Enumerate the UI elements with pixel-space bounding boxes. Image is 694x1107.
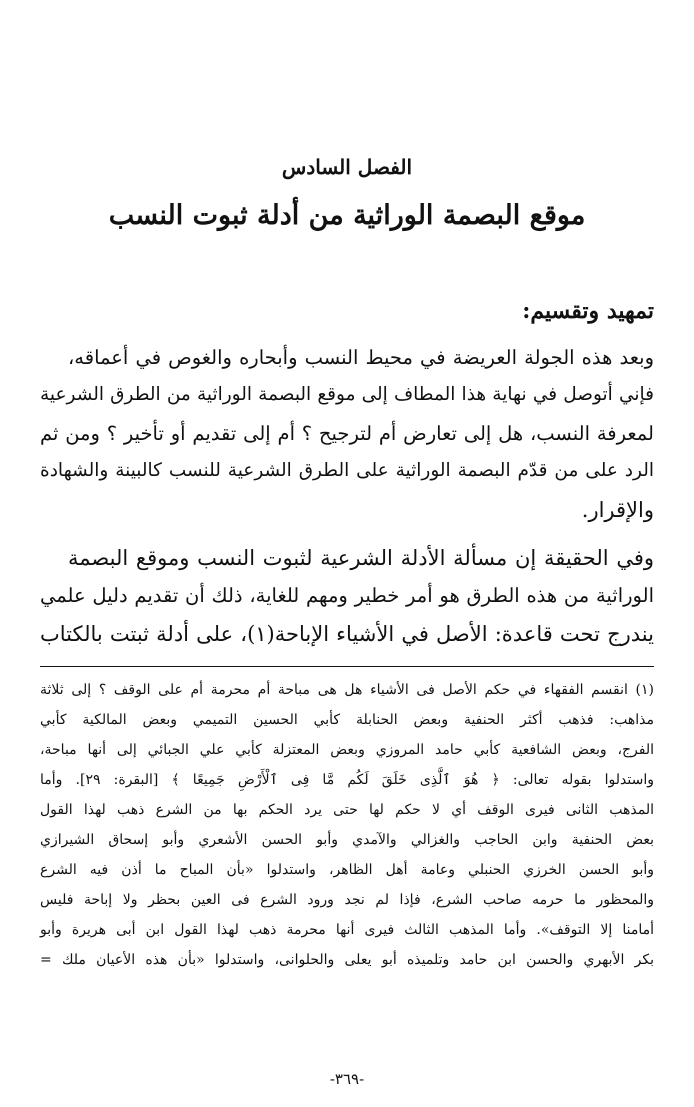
footnote-line: مذاهب: فذهب أكثر الحنفية وبعض الحنابلة كأبي الحسين التميمي وبعض المالكية كأبي	[40, 712, 654, 728]
chapter-title: موقع البصمة الوراثية من أدلة ثبوت النسب	[108, 200, 586, 231]
section-heading: تمهيد وتقسيم:	[522, 298, 654, 324]
footnote-line: (١) انقسم الفقهاء في حكم الأصل فى الأشياء هل هى مباحة أم محرمة أم على الوقف ؟ إلى ثلاثة	[40, 682, 654, 698]
body-line: وفي الحقيقة إن مسألة الأدلة الشرعية لثبوت النسب وموقع البصمة	[68, 546, 654, 570]
page-number: -٣٦٩-	[329, 1070, 365, 1088]
body-line: والإقرار.	[581, 498, 654, 522]
body-line: فإني أتوصل في نهاية هذا المطاف إلى موقع البصمة الوراثية من الطرق الشرعية	[40, 384, 654, 405]
footnote-line: الفرج، وبعض الشافعية كأبي حامد المروزي وبعض المعتزلة كأبي علي الجبائي إلى أنها مباحة،	[40, 742, 654, 758]
footnote-line: بكر الأبهري والحسن ابن حامد وتلميذه أبو يعلى والحلوانى، واستدلوا «بأن هذه الأعيان ملك =	[40, 952, 654, 968]
footnote-line: أمامنا إلا التوقف». وأما المذهب الثالث فيرى أنها محرمة ذهب لهذا القول ابن أبى هريرة وأبو	[40, 922, 654, 938]
footnote-line: واستدلوا بقوله تعالى: ﴿ هُوَ ٱلَّذِى خَلَقَ لَكُم مَّا فِى ٱلْأَرْضِ جَمِيعًا ﴾ [البقرة: ٢٩]. وأما	[40, 772, 655, 788]
body-line: الوراثية من هذه الطرق هو أمر خطير ومهم للغاية، ذلك أن تقديم دليل علمي	[40, 584, 654, 607]
footnote-separator	[40, 666, 654, 667]
body-line: الرد على من قدّم البصمة الوراثية على الطرق الشرعية للنسب كالبينة والشهادة	[40, 460, 654, 481]
chapter-label: الفصل السادس	[281, 155, 413, 179]
body-line: يندرج تحت قاعدة: الأصل في الأشياء الإباحة(١)، على أدلة ثبتت بالكتاب	[40, 622, 654, 646]
footnote-line: والمحظور ما حرمه صاحب الشرع، فإذا لم نجد ورود الشرع فى العين بحظر ولا إباحة فليس	[40, 892, 654, 908]
body-line: لمعرفة النسب، هل إلى تعارض أم لترجيح ؟ أم إلى تقديم أو تأخير ؟ ومن ثم	[40, 422, 654, 445]
footnote-line: وأبو الحسن الخرزي الحنبلي وعامة أهل الظاهر، واستدلوا «بأن المباح ما أذن فيه الشرع	[40, 862, 654, 878]
footnote-line: المذهب الثانى فيرى الوقف أي لا حكم لها حتى يرد الحكم بها من الشرع ذهب لهذا القول	[40, 802, 654, 818]
footnote-line: بعض الحنفية وابن الحاجب والغزالي والآمدي وأبو الحسن الأشعري وأبو إسحاق الشيرازي	[40, 832, 654, 848]
body-line: وبعد هذه الجولة العريضة في محيط النسب وأبحاره والغوص في أعماقه،	[68, 346, 654, 369]
